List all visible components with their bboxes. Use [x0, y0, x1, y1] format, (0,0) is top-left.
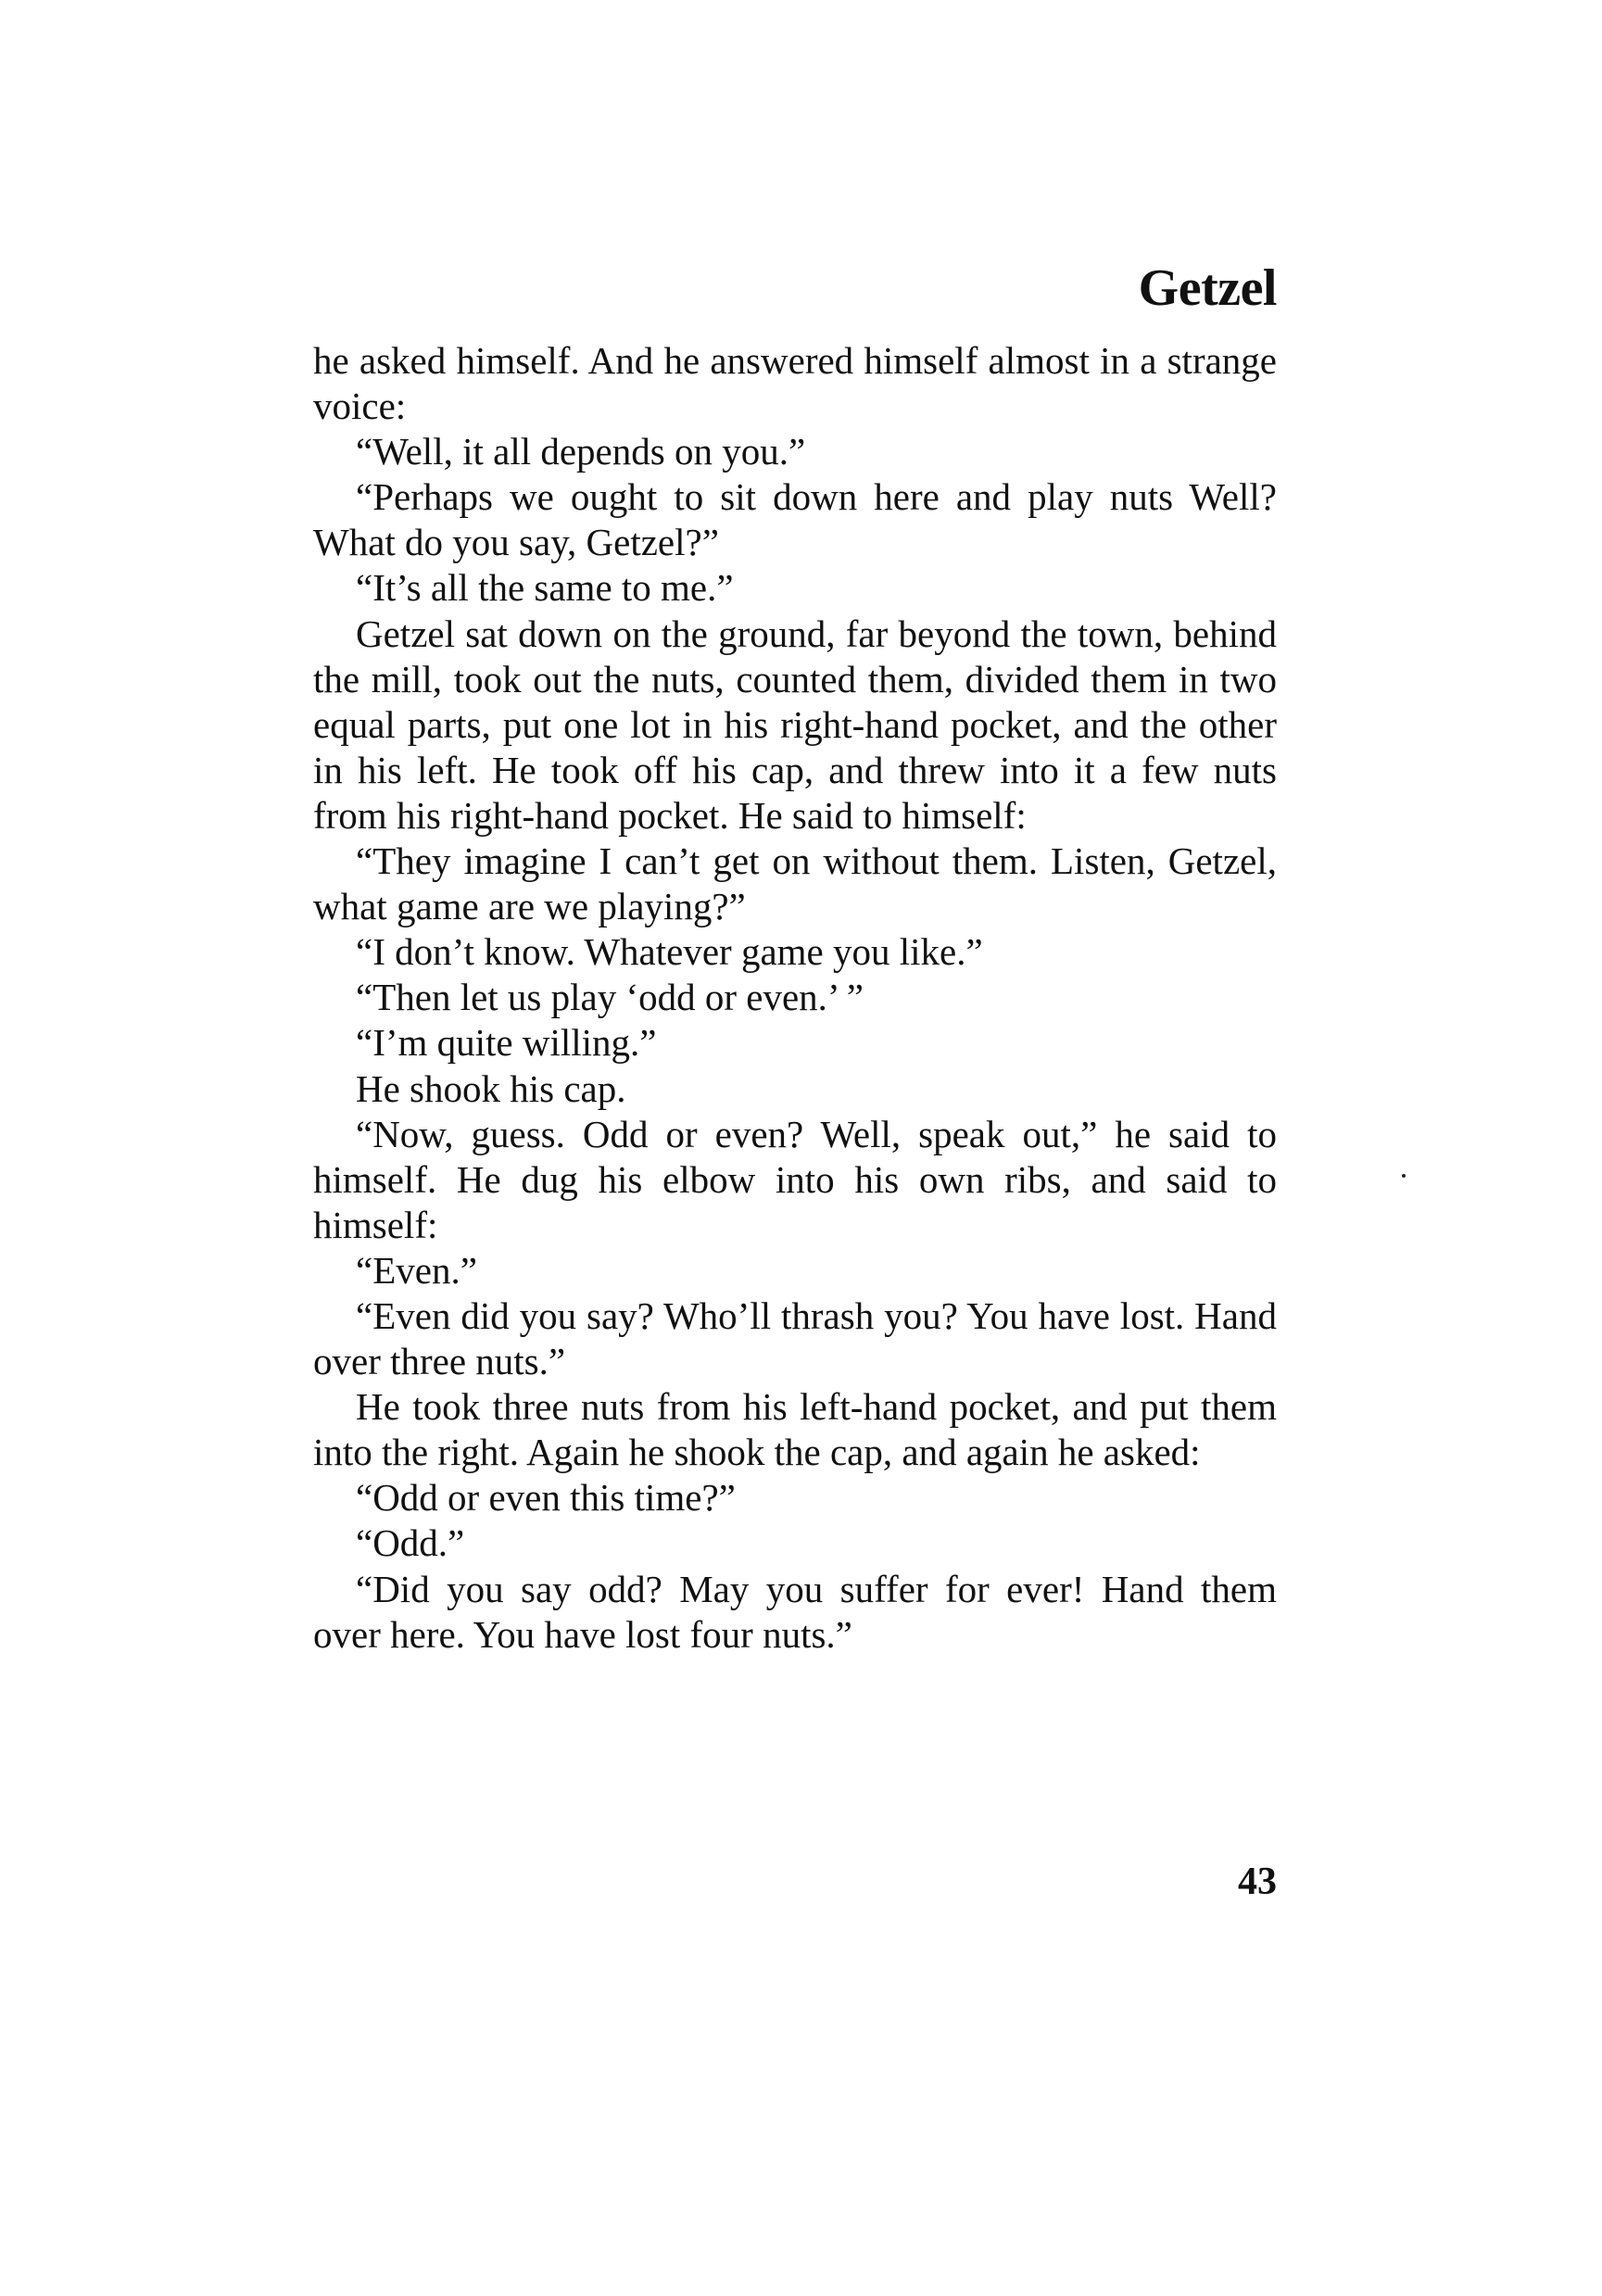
paragraph: “Even did you say? Who’ll thrash you? You have lost. Hand over three nuts.” — [313, 1293, 1277, 1383]
paragraph: he asked himself. And he answered himself almost in a strange voice: — [313, 339, 1277, 428]
paragraph: “Odd.” — [356, 1521, 465, 1565]
paragraph: “Then let us play ‘odd or even.’ ” — [356, 976, 864, 1019]
paragraph: He took three nuts from his left-hand pocket, and put them into the right. Again he shook the cap, and again he asked: — [313, 1385, 1277, 1474]
paragraph: Getzel sat down on the ground, far beyond the town, behind the mill, took out the nuts, counted them, divided them in two equal parts, put one lot in his right-hand pocket, and the other in his left. He took off his cap, and threw into it a few nuts from his right-hand pocket. He said to himself: — [313, 612, 1277, 837]
body-text — [313, 338, 1277, 1658]
paragraph: “I don’t know. Whatever game you like.” — [356, 930, 983, 974]
paragraph: He shook his cap. — [356, 1066, 626, 1110]
paragraph: “Well, it all depends on you.” — [356, 430, 806, 473]
running-title: Getzel — [1138, 259, 1277, 317]
paragraph: “Even.” — [356, 1248, 477, 1292]
paragraph: “Perhaps we ought to sit down here and play nuts Well? What do you say, Getzel?” — [313, 475, 1277, 564]
page-number: 43 — [1238, 1861, 1277, 1903]
paragraph: “Did you say odd? May you suffer for ever! Hand them over here. You have lost four nuts.” — [313, 1567, 1277, 1656]
paragraph: “It’s all the same to me.” — [356, 566, 734, 610]
print-speck — [1402, 1174, 1406, 1178]
paragraph: “They imagine I can’t get on without them. Listen, Getzel, what game are we playing?” — [313, 839, 1277, 928]
paragraph: “I’m quite willing.” — [356, 1021, 657, 1065]
paragraph: “Now, guess. Odd or even? Well, speak out,” he said to himself. He dug his elbow into his own ribs, and said to himself: — [313, 1112, 1277, 1246]
paragraph: “Odd or even this time?” — [356, 1476, 736, 1520]
